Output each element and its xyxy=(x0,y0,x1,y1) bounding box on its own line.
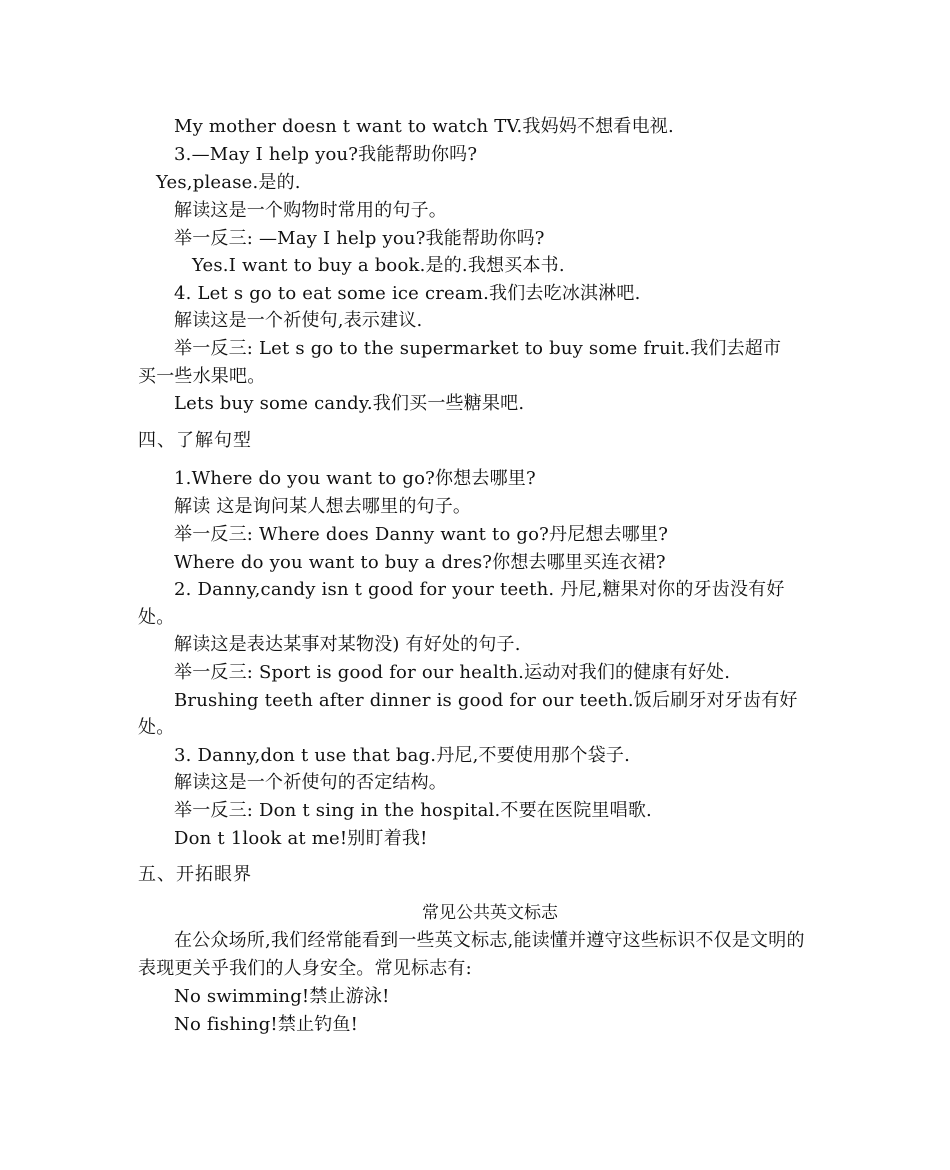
text-line: No swimming!禁止游泳! xyxy=(174,986,390,1007)
text-line: My mother doesn t want to watch TV.我妈妈不想看电视. xyxy=(174,116,674,137)
text-line: 3. Danny,don t use that bag.丹尼,不要使用那个袋子. xyxy=(174,745,631,766)
text-line: 买一些水果吧。 xyxy=(138,366,266,387)
text-line: Don t 1look at me!别盯着我! xyxy=(174,828,428,849)
text-line: 解读这是一个购物时常用的句子。 xyxy=(174,200,447,221)
text-line: 举一反三: Don t sing in the hospital.不要在医院里唱歌. xyxy=(174,800,652,821)
text-line: 解读这是一个祈使句,表示建议. xyxy=(174,310,423,331)
text-line: 1.Where do you want to go?你想去哪里? xyxy=(174,468,536,489)
text-line: 3.—May I help you?我能帮助你吗? xyxy=(174,144,478,165)
text-line: Lets buy some candy.我们买一些糖果吧. xyxy=(174,393,525,414)
text-line: 解读这是表达某事对某物没) 有好处的句子. xyxy=(174,634,521,655)
center-title: 常见公共英文标志 xyxy=(422,903,558,923)
text-line: Where do you want to buy a dres?你想去哪里买连衣裙? xyxy=(174,552,666,573)
text-line: 处。 xyxy=(138,607,175,628)
section-heading-4: 四、了解句型 xyxy=(138,430,252,451)
text-line: 在公众场所,我们经常能看到一些英文标志,能读懂并遵守这些标识不仅是文明的 xyxy=(174,930,805,951)
text-line: 解读 这是询问某人想去哪里的句子。 xyxy=(174,496,472,517)
text-line: 4. Let s go to eat some ice cream.我们去吃冰淇淋吧. xyxy=(174,283,641,304)
text-line: 举一反三: —May I help you?我能帮助你吗? xyxy=(174,228,545,249)
section-heading-5: 五、开拓眼界 xyxy=(138,864,252,885)
text-line: 举一反三: Sport is good for our health.运动对我们的健康有好处. xyxy=(174,662,731,683)
text-line: No fishing!禁止钓鱼! xyxy=(174,1014,359,1035)
text-line: Brushing teeth after dinner is good for our teeth.饭后刷牙对牙齿有好 xyxy=(174,690,798,711)
text-line: 处。 xyxy=(138,717,175,738)
text-line: 解读这是一个祈使句的否定结构。 xyxy=(174,772,447,793)
text-line: 举一反三: Where does Danny want to go?丹尼想去哪里? xyxy=(174,524,669,545)
text-line: 举一反三: Let s go to the supermarket to buy some fruit.我们去超市 xyxy=(174,338,782,359)
text-line: Yes,please.是的. xyxy=(156,172,301,193)
text-line: Yes.I want to buy a book.是的.我想买本书. xyxy=(192,255,565,276)
text-line: 2. Danny,candy isn t good for your teeth. 丹尼,糖果对你的牙齿没有好 xyxy=(174,579,785,600)
text-line: 表现更关乎我们的人身安全。常见标志有: xyxy=(138,958,472,979)
